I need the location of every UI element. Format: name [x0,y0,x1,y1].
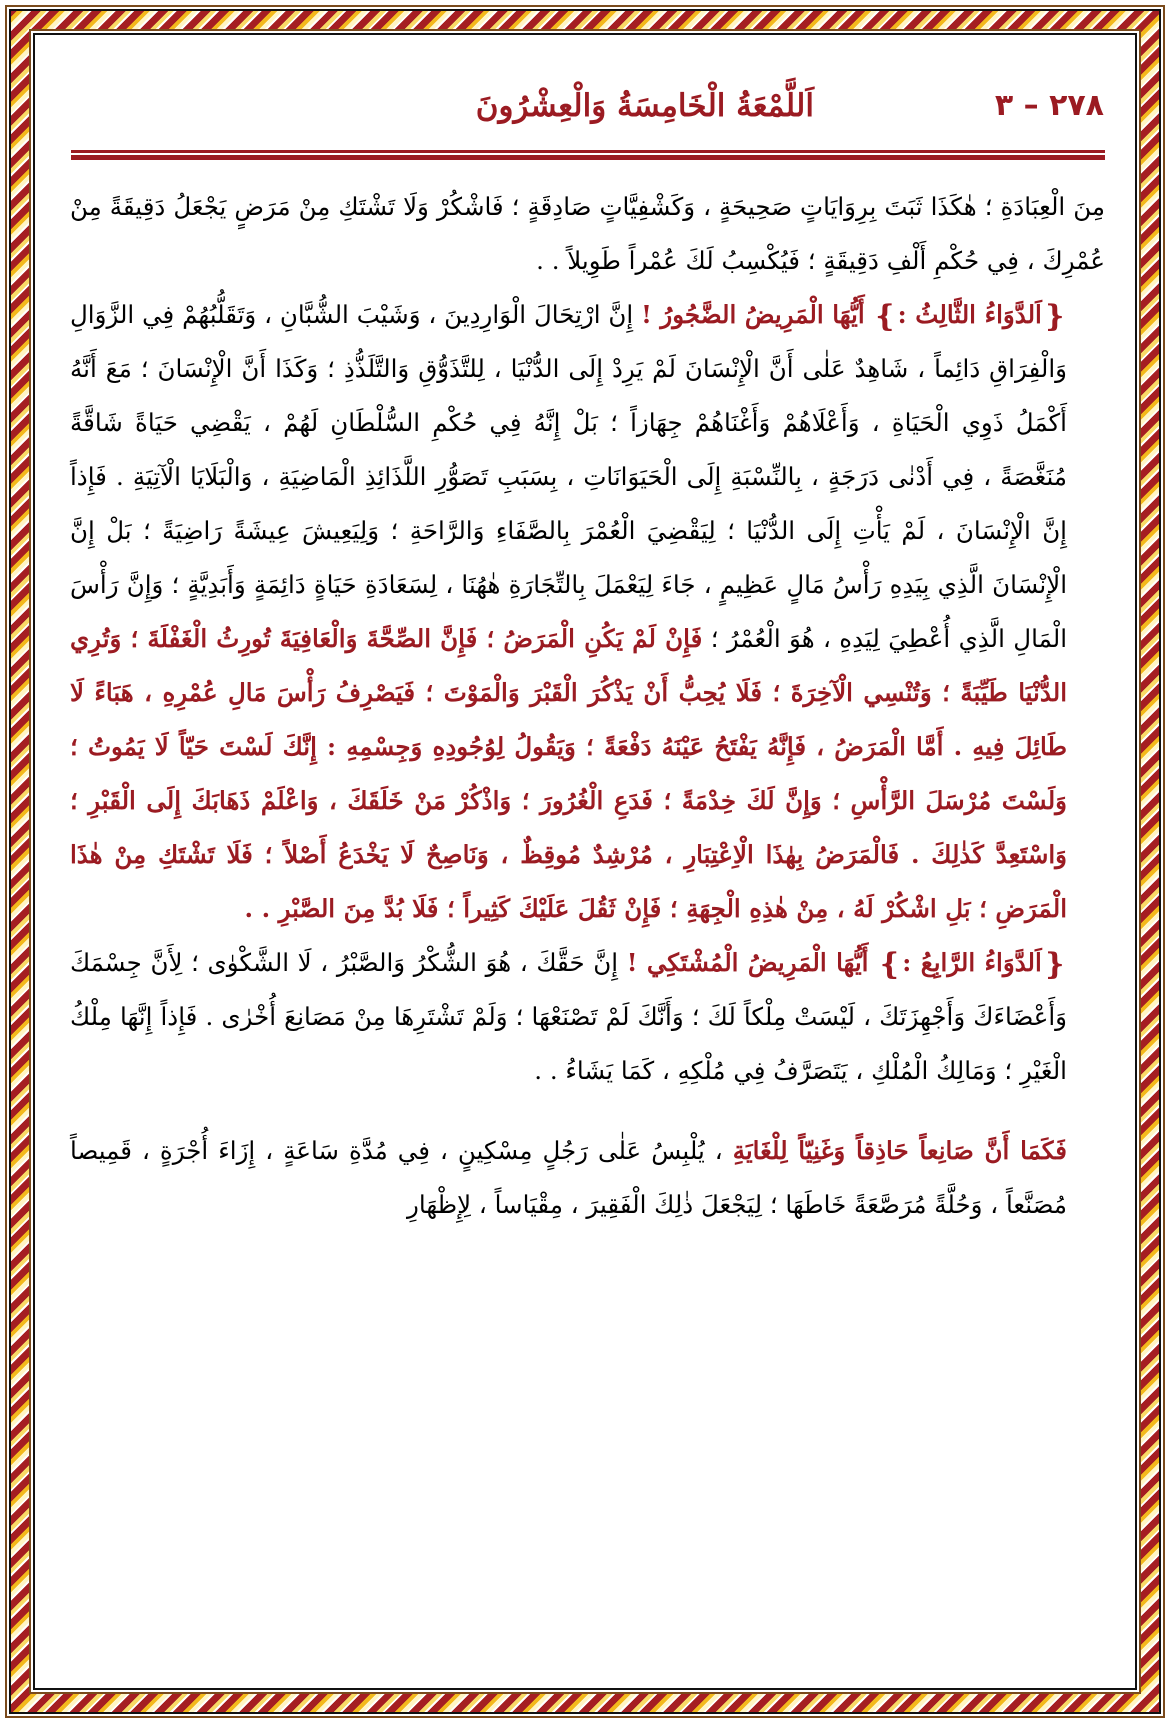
page-number: ٢٧٨ – ٣ [994,88,1104,123]
paragraph-text: إِنَّ حَقَّكَ ، هُوَ الشُّكْرُ وَالصَّبْرُ ، لَا الشَّكْوٰى ؛ لِأَنَّ جِسْمَكَ وَأَعْضَاءَكَ وَأَجْهِزَتَكَ ، لَيْسَتْ مِلْكاً لَكَ ؛ وَأَنَّكَ لَمْ تَصْنَعْهَا ؛ وَلَمْ تَشْتَرِهَا مِنْ مَصَانِعَ أُخْرٰى . فَإِذاً إِنَّهَا مِلْكُ الْغَيْرِ ؛ وَمَالِكُ الْمُلْكِ ، يَتَصَرَّفُ فِي مُلْكِهِ ، كَمَا يَشَاءُ . . [70,948,1067,1085]
ornament-open-icon: ❴ [1041,298,1067,334]
paragraph-2-remedy-three [70,288,1105,936]
header-rule-thick [71,155,1105,160]
page-header [70,88,1104,138]
ornament-close-icon: ❵ [872,298,898,334]
page-body [70,180,1105,1232]
ornament-close-icon: ❵ [877,946,903,982]
emphasis-text: فَإِنْ لَمْ يَكُنِ الْمَرَضُ ؛ فَإِنَّ الصِّحَّةَ وَالْعَافِيَةَ تُورِثُ الْغَفْلَةَ ؛ وَتُرِي الدُّنْيَا طَيِّبَةً ؛ وَتُنْسِي الْآخِرَةَ ؛ فَلَا يُحِبُّ أَنْ يَذْكُرَ الْقَبْرَ وَالْمَوْتَ ؛ فَيَصْرِفُ رَأْسَ مَالِ عُمْرِهِ ، هَبَاءً لَا طَائِلَ فِيهِ . أَمَّا الْمَرَضُ ، فَإِنَّهُ يَفْتَحُ عَيْنَهُ دَفْعَةً ؛ وَيَقُولُ لِوُجُودِهِ وَجِسْمِهِ : إِنَّكَ لَسْتَ حَيّاً لَا يَمُوتُ ؛ وَلَسْتَ مُرْسَلَ الرَّأْسِ ؛ وَإِنَّ لَكَ خِدْمَةً ؛ فَدَعِ الْغُرُورَ ؛ وَاذْكُرْ مَنْ خَلَقَكَ ، وَاعْلَمْ ذَهَابَكَ إِلَى الْقَبْرِ ؛ وَاسْتَعِدَّ كَذٰلِكَ . فَالْمَرَضُ بِهٰذَا الْاِعْتِبَارِ ، مُرْشِدٌ مُوقِظٌ ، وَنَاصِحٌ لَا يَخْدَعُ أَصْلاً ؛ فَلَا تَشْتَكِ مِنْ هٰذَا الْمَرَضِ ؛ بَلِ اشْكُرْ لَهُ ، مِنْ هٰذِهِ الْجِهَةِ ؛ فَإِنْ ثَقُلَ عَلَيْكَ كَثِيراً ؛ فَلَا بُدَّ مِنَ الصَّبْرِ . . [70,624,1067,923]
chapter-title: اَللَّمْعَةُ الْخَامِسَةُ وَالْعِشْرُونَ [475,88,814,124]
paragraph-3-remedy-four [70,936,1105,1098]
emphasis-text: فَكَمَا أَنَّ صَانِعاً حَاذِقاً وَغَنِيّاً لِلْغَايَةِ [732,1136,1067,1165]
section-heading: اَلدَّوَاءُ الثَّالِثُ : [897,300,1042,329]
paragraph-text: مِنَ الْعِبَادَةِ ؛ هٰكَذَا ثَبَتَ بِرِوَايَاتٍ صَحِيحَةٍ ، وَكَشْفِيَّاتٍ صَادِقَةٍ ؛ فَاشْكُرْ وَلَا تَشْتَكِ مِنْ مَرَضٍ يَجْعَلُ دَقِيقَةً مِنْ عُمْرِكَ ، فِي حُكْمِ أَلْفِ دَقِيقَةٍ ؛ فَيُكْسِبُ لَكَ عُمْراً طَوِيلاً . . [70,192,1105,275]
paragraph-text: إِنَّ ارْتِحَالَ الْوَارِدِينَ ، وَشَيْبَ الشُّبَّانِ ، وَتَقَلُّبُهُمْ فِي الزَّوَالِ وَالْفِرَاقِ دَائِماً ، شَاهِدٌ عَلٰى أَنَّ الْإِنْسَانَ لَمْ يَرِدْ إِلَى الدُّنْيَا ، لِلتَّذَوُّقِ وَالتَّلَذُّذِ ؛ وَكَذَا أَنَّ الْإِنْسَانَ ؛ مَعَ أَنَّهُ أَكْمَلُ ذَوِي الْحَيَاةِ ، وَأَعْلَاهُمْ وَأَغْنَاهُمْ جِهَازاً ؛ بَلْ إِنَّهُ فِي حُكْمِ السُّلْطَانِ لَهُمْ ، يَقْضِي حَيَاةً شَاقَّةً مُنَغَّصَةً ، فِي أَدْنٰى دَرَجَةٍ ، بِالنِّسْبَةِ إِلَى الْحَيَوَانَاتِ ، بِسَبَبِ تَصَوُّرِ اللَّذَائِذِ الْمَاضِيَةِ ، وَالْبَلَايَا الْآتِيَةِ . فَإِذاً إِنَّ الْإِنْسَانَ ، لَمْ يَأْتِ إِلَى الدُّنْيَا ؛ لِيَقْضِيَ الْعُمْرَ بِالصَّفَاءِ وَالرَّاحَةِ ؛ وَلِيَعِيشَ عِيشَةً رَاضِيَةً ؛ بَلْ إِنَّ الْإِنْسَانَ الَّذِي بِيَدِهِ رَأْسُ مَالٍ عَظِيمٍ ، جَاءَ لِيَعْمَلَ بِالتِّجَارَةِ هٰهُنَا ، لِسَعَادَةِ حَيَاةٍ دَائِمَةٍ وَأَبَدِيَّةٍ ؛ وَإِنَّ رَأْسَ الْمَالِ الَّذِي أُعْطِيَ لِيَدِهِ ، هُوَ الْعُمْرُ ؛ [70,300,1068,653]
emphasis-text: أَيُّهَا الْمَرِيضُ الْمُشْتَكِي ! [626,948,869,977]
paragraph-text: ، يُلْبِسُ عَلٰى رَجُلٍ مِسْكِينٍ ، فِي مُدَّةِ سَاعَةٍ ، إِزَاءَ أُجْرَةٍ ، قَمِيصاً مُصَنَّعاً ، وَحُلَّةً مُرَصَّعَةً خَاطَهَا ؛ لِيَجْعَلَ ذٰلِكَ الْفَقِيرَ ، مِقْيَاساً ، لِإِظْهَارِ [70,1136,1067,1219]
paragraph-1 [70,180,1105,288]
header-rule-thin [71,150,1105,153]
paragraph-4 [70,1124,1105,1232]
ornament-open-icon: ❴ [1041,946,1067,982]
emphasis-text: أَيُّهَا الْمَرِيضُ الضَّجُورُ ! [641,300,865,329]
section-heading: اَلدَّوَاءُ الرَّابِعُ : [902,948,1042,977]
